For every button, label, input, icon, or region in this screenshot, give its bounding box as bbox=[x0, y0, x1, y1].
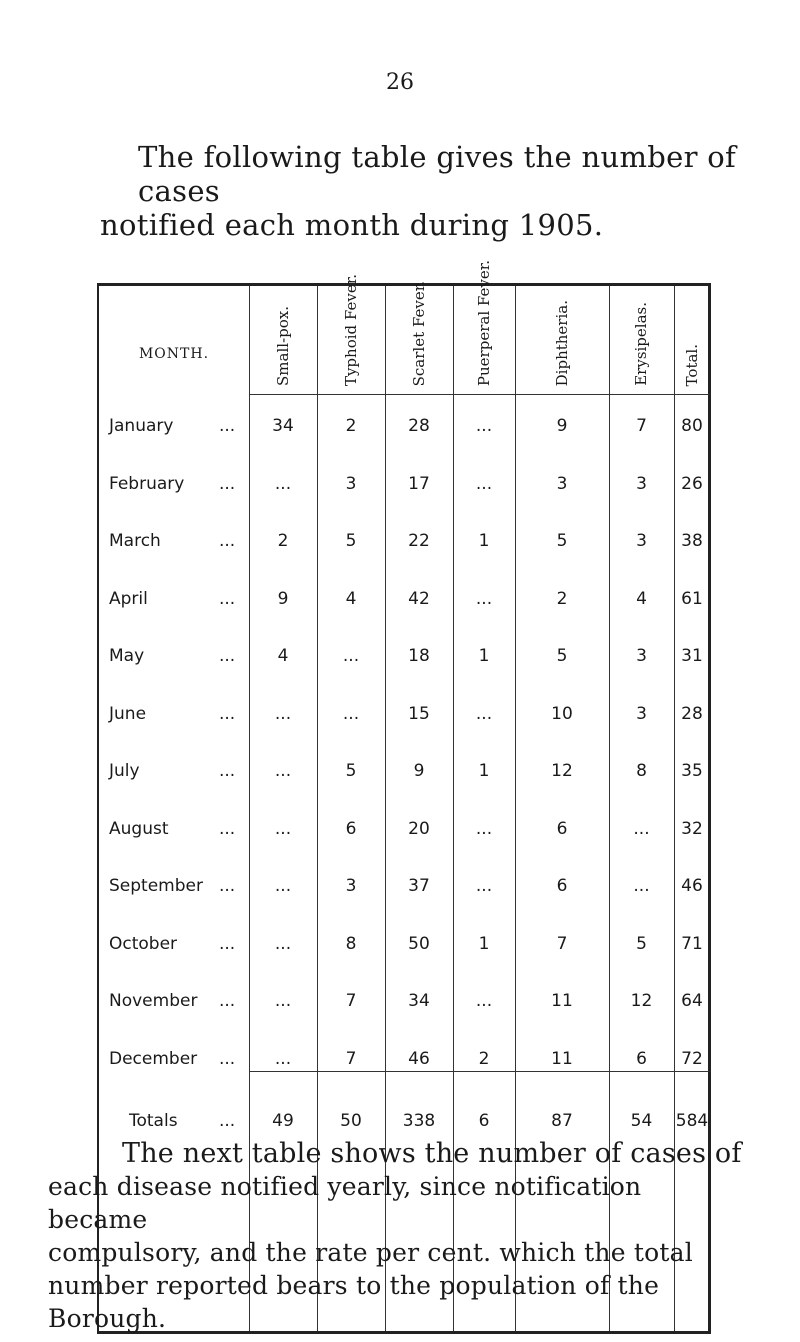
table-cell: ... bbox=[475, 474, 493, 494]
totals-rule bbox=[249, 1071, 710, 1072]
table-cell: 46 bbox=[408, 1049, 430, 1069]
leader-dots: ... bbox=[219, 646, 236, 666]
month-name: January bbox=[109, 416, 174, 436]
month-name: December bbox=[109, 1049, 198, 1069]
table-cell: 38 bbox=[681, 531, 703, 551]
table-cell: ... bbox=[475, 589, 493, 609]
table-cell: 7 bbox=[345, 991, 357, 1011]
table-cell: 80 bbox=[681, 416, 703, 436]
table-cell: 3 bbox=[636, 531, 647, 551]
table-cell: 20 bbox=[408, 819, 430, 839]
table-cell: ... bbox=[274, 474, 292, 494]
outro-paragraph bbox=[48, 1137, 748, 1335]
totals-cell: 87 bbox=[551, 1111, 573, 1131]
column-header bbox=[385, 280, 453, 386]
table-cell: 7 bbox=[345, 1049, 357, 1069]
outro-line-5: Borough. bbox=[48, 1304, 167, 1333]
totals-label: Totals bbox=[129, 1111, 178, 1131]
table-cell: 37 bbox=[408, 876, 430, 896]
month-name: July bbox=[109, 761, 140, 781]
table-cell: 11 bbox=[551, 991, 573, 1011]
table-cell: ... bbox=[274, 819, 292, 839]
month-name: October bbox=[109, 934, 178, 954]
column-header bbox=[674, 296, 710, 386]
column-header-label: Erysipelas. bbox=[632, 302, 650, 386]
header-rule bbox=[249, 394, 710, 395]
table-cell: 6 bbox=[556, 876, 568, 896]
table-cell: 5 bbox=[556, 646, 568, 666]
table-cell: 4 bbox=[345, 589, 357, 609]
table-cell: 34 bbox=[272, 416, 294, 436]
table-cell: 1 bbox=[478, 531, 490, 551]
table-cell: 64 bbox=[681, 991, 703, 1011]
totals-cell: 50 bbox=[340, 1111, 362, 1131]
table-cell: 72 bbox=[681, 1049, 703, 1069]
table-cell: 22 bbox=[408, 531, 430, 551]
table-cell: 46 bbox=[681, 876, 703, 896]
table-cell: ... bbox=[274, 991, 292, 1011]
table-cell: 35 bbox=[681, 761, 703, 781]
table-cell: 3 bbox=[556, 474, 568, 494]
table-cell: ... bbox=[274, 704, 292, 724]
table-cell: 34 bbox=[408, 991, 430, 1011]
table-cell: 6 bbox=[556, 819, 568, 839]
table-cell: 5 bbox=[556, 531, 568, 551]
table-cell: 3 bbox=[345, 876, 357, 896]
table-cell: 15 bbox=[408, 704, 430, 724]
table-cell: 50 bbox=[408, 934, 430, 954]
table-cell: 12 bbox=[630, 991, 653, 1011]
column-header bbox=[609, 296, 674, 386]
column-header-label: Typhoid Fever. bbox=[341, 273, 360, 386]
table-cell: 28 bbox=[408, 416, 430, 436]
table-cell: 5 bbox=[345, 531, 357, 551]
table-cell: ... bbox=[274, 934, 292, 954]
table-cell: 2 bbox=[277, 531, 289, 551]
leader-dots: ... bbox=[219, 531, 236, 551]
column-header-label: Diphtheria. bbox=[552, 299, 571, 386]
table-cell: 4 bbox=[636, 589, 647, 609]
totals-cell: 54 bbox=[630, 1111, 653, 1131]
leader-dots: ... bbox=[219, 1049, 236, 1069]
table-cell: 1 bbox=[478, 761, 490, 781]
intro-line-2: notified each month during 1905. bbox=[100, 208, 604, 242]
month-name: September bbox=[109, 876, 203, 896]
table-cell: 11 bbox=[551, 1049, 573, 1069]
column-header-label: Puerperal Fever. bbox=[474, 259, 493, 386]
leader-dots: ... bbox=[219, 416, 236, 436]
table-cell: ... bbox=[342, 704, 360, 724]
leader-dots: ... bbox=[219, 761, 236, 781]
outro-line-2: each disease notified yearly, since notification became bbox=[48, 1172, 642, 1234]
month-name: November bbox=[109, 991, 198, 1011]
leader-dots: ... bbox=[219, 819, 236, 839]
column-header-label: Scarlet Fever. bbox=[409, 280, 428, 386]
table-cell: 5 bbox=[636, 934, 647, 954]
month-name: May bbox=[109, 646, 145, 666]
month-column-header: MONTH. bbox=[138, 346, 210, 362]
table-cell: ... bbox=[633, 876, 650, 896]
month-name: April bbox=[109, 589, 148, 609]
month-name: March bbox=[109, 531, 161, 551]
table-cell: 31 bbox=[681, 646, 703, 666]
table-cell: ... bbox=[475, 416, 493, 436]
table-cell: 42 bbox=[408, 589, 430, 609]
table-cell: 61 bbox=[681, 589, 703, 609]
table-cell: ... bbox=[633, 819, 650, 839]
table-cell: ... bbox=[274, 1049, 292, 1069]
table-cell: 5 bbox=[345, 761, 357, 781]
leader-dots: ... bbox=[219, 991, 236, 1011]
totals-cell: 49 bbox=[272, 1111, 294, 1131]
table-cell: 18 bbox=[408, 646, 430, 666]
column-header-label: Small-pox. bbox=[273, 306, 292, 386]
column-header bbox=[453, 259, 515, 386]
intro-paragraph bbox=[100, 140, 738, 242]
leader-dots: ... bbox=[219, 474, 236, 494]
table-cell: 7 bbox=[636, 416, 647, 436]
table-cell: 9 bbox=[277, 589, 289, 609]
leader-dots: ... bbox=[219, 704, 236, 724]
table-cell: 71 bbox=[681, 934, 703, 954]
table-cell: 3 bbox=[636, 646, 647, 666]
table-cell: ... bbox=[475, 704, 493, 724]
table-cell: 32 bbox=[681, 819, 703, 839]
table-cell: 10 bbox=[551, 704, 573, 724]
table-cell: 3 bbox=[636, 474, 647, 494]
column-header bbox=[317, 273, 385, 386]
column-header-label: Total. bbox=[682, 343, 701, 386]
outro-line-1: The next table shows the number of cases of bbox=[122, 1138, 742, 1169]
table-cell: 9 bbox=[413, 761, 425, 781]
leader-dots: ... bbox=[219, 1111, 236, 1131]
table-cell: ... bbox=[274, 876, 292, 896]
totals-cell: 338 bbox=[402, 1111, 436, 1131]
table-cell: 2 bbox=[345, 416, 357, 436]
table-cell: 8 bbox=[636, 761, 647, 781]
table-cell: ... bbox=[475, 819, 493, 839]
totals-cell: 6 bbox=[478, 1111, 490, 1131]
table-cell: ... bbox=[274, 761, 292, 781]
column-header bbox=[515, 296, 609, 386]
outro-line-3: compulsory, and the rate per cent. which the total bbox=[48, 1238, 693, 1267]
page-number: 26 bbox=[386, 70, 414, 95]
intro-line-1: The following table gives the number of cases bbox=[138, 140, 737, 208]
table-cell: 17 bbox=[408, 474, 430, 494]
table-cell: 6 bbox=[636, 1049, 647, 1069]
table-cell: ... bbox=[475, 991, 493, 1011]
table-cell: 1 bbox=[478, 646, 490, 666]
leader-dots: ... bbox=[219, 589, 236, 609]
totals-cell: 584 bbox=[675, 1111, 709, 1131]
table-cell: 6 bbox=[345, 819, 357, 839]
leader-dots: ... bbox=[219, 934, 236, 954]
table-cell: 8 bbox=[345, 934, 357, 954]
month-name: February bbox=[109, 474, 185, 494]
column-header bbox=[249, 296, 317, 386]
table-cell: 26 bbox=[681, 474, 703, 494]
leader-dots: ... bbox=[219, 876, 236, 896]
month-name: August bbox=[109, 819, 169, 839]
table-cell: ... bbox=[342, 646, 360, 666]
table-cell: 12 bbox=[551, 761, 573, 781]
table-cell: 4 bbox=[277, 646, 289, 666]
table-cell: ... bbox=[475, 876, 493, 896]
table-cell: 3 bbox=[345, 474, 357, 494]
month-name: June bbox=[109, 704, 147, 724]
table-cell: 28 bbox=[681, 704, 703, 724]
table-cell: 1 bbox=[478, 934, 490, 954]
table-cell: 2 bbox=[478, 1049, 490, 1069]
table-cell: 3 bbox=[636, 704, 647, 724]
table-cell: 2 bbox=[556, 589, 568, 609]
table-cell: 7 bbox=[556, 934, 568, 954]
outro-line-4: number reported bears to the population of the bbox=[48, 1271, 660, 1300]
table-cell: 9 bbox=[556, 416, 568, 436]
